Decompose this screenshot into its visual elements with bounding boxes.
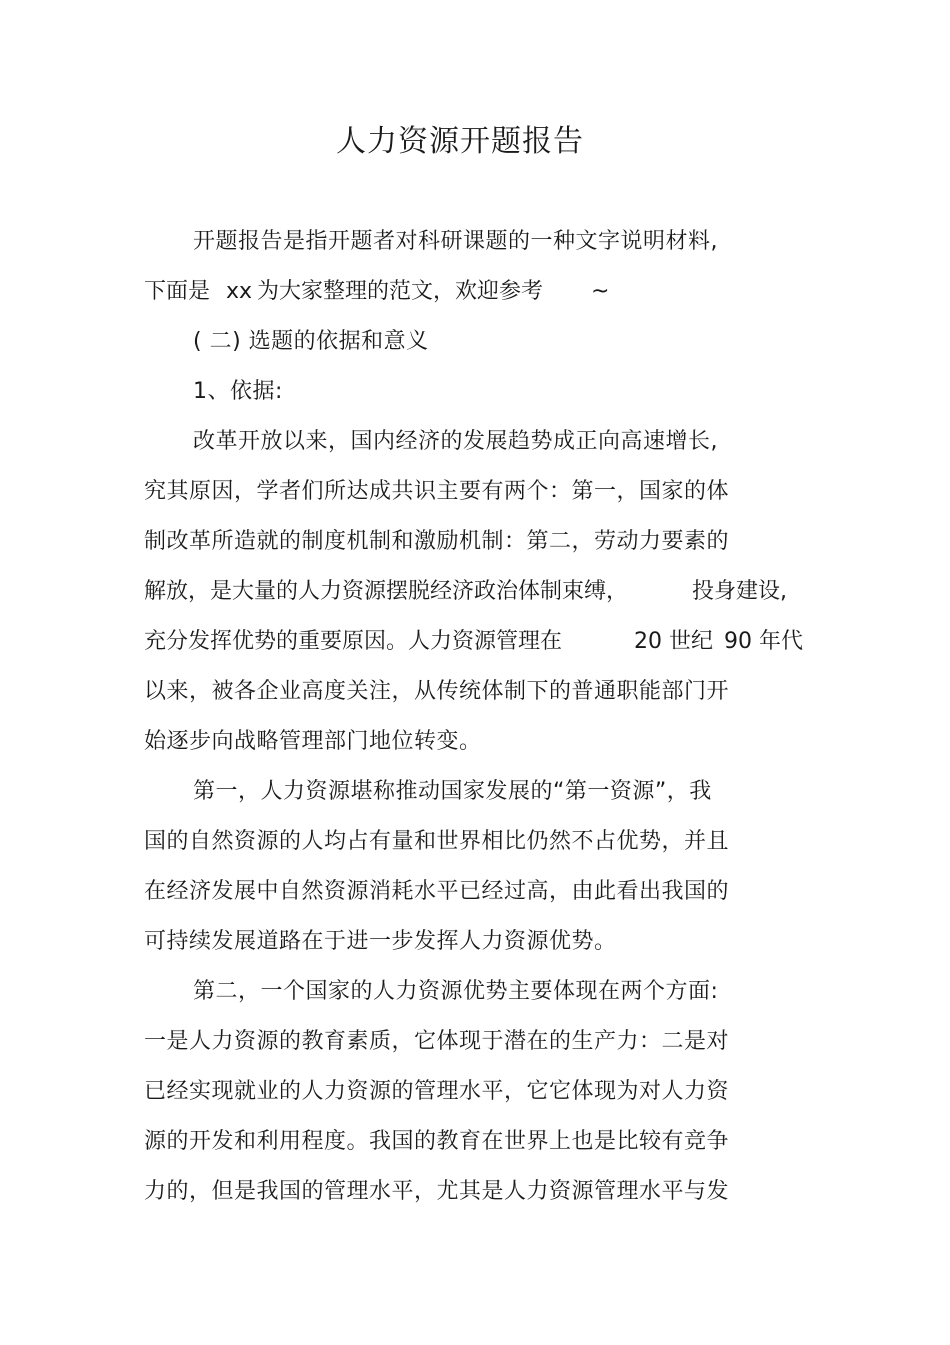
document-title: 人力资源开题报告 — [336, 124, 584, 159]
subsection-heading: 1、依据: — [193, 379, 283, 404]
paragraph-line: 第一，人力资源堪称推动国家发展的“第一资源”，我 — [193, 779, 712, 804]
paragraph-line: 一是人力资源的教育素质，它体现于潜在的生产力：二是对 — [144, 1029, 730, 1054]
text-segment: 解放，是大量的人力资源摆脱经济政治体制束缚， — [144, 579, 629, 604]
section-heading: ( 二) 选题的依据和意义 — [193, 329, 429, 354]
paragraph-line: 可持续发展道路在于进一步发挥人力资源优势。 — [144, 929, 617, 954]
paragraph-line: 制改革所造就的制度机制和激励机制：第二，劳动力要素的 — [144, 529, 730, 554]
paragraph-line: 以来，被各企业高度关注，从传统体制下的普通职能部门开 — [144, 679, 730, 704]
text-segment: 20 世纪 — [634, 629, 713, 654]
text-segment: 充分发挥优势的重要原因。人力资源管理在 — [144, 629, 563, 654]
text-segment: 投身建设, — [692, 579, 787, 604]
text-segment: ~ — [591, 279, 610, 304]
paragraph-line: 始逐步向战略管理部门地位转变。 — [144, 729, 482, 754]
paragraph-line: 在经济发展中自然资源消耗水平已经过高，由此看出我国的 — [144, 879, 730, 904]
paragraph-line: 国的自然资源的人均占有量和世界相比仍然不占优势，并且 — [144, 829, 730, 854]
paragraph-line: 改革开放以来，国内经济的发展趋势成正向高速增长, — [193, 429, 718, 454]
text-segment: 90 年代 — [724, 629, 803, 654]
paragraph-line: 力的，但是我国的管理水平，尤其是人力资源管理水平与发 — [144, 1179, 730, 1204]
paragraph-line: 开题报告是指开题者对科研课题的一种文字说明材料, — [193, 229, 718, 254]
paragraph-line: 究其原因，学者们所达成共识主要有两个：第一，国家的体 — [144, 479, 730, 504]
text-segment: 下面是 — [144, 279, 211, 304]
text-segment: xx — [226, 279, 253, 304]
paragraph-line: 已经实现就业的人力资源的管理水平，它它体现为对人力资 — [144, 1079, 730, 1104]
paragraph-line: 第二，一个国家的人力资源优势主要体现在两个方面: — [193, 979, 719, 1004]
paragraph-line: 源的开发和利用程度。我国的教育在世界上也是比较有竞争 — [144, 1129, 730, 1154]
text-segment: 为大家整理的范文，欢迎参考 — [257, 279, 544, 304]
